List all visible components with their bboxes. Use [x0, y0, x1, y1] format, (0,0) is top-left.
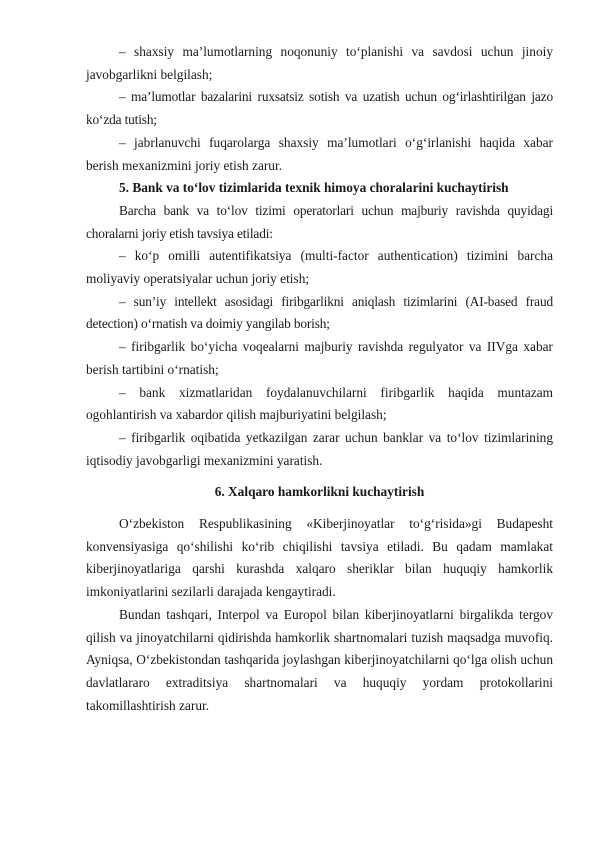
section-5-item-ai-fraud: – sun’iy intellekt asosidagi firibgarlikni aniqlash tizimlarini (AI-based fraud detection) o‘rnatish va doimiy yangilab borish;	[86, 293, 553, 332]
section-6-paragraph-budapest: O‘zbekiston Respublikasining «Kiberjinoyatlar to‘g‘risida»gi Budapesht konvensiyasiga qo‘shilishi ko‘rib chiqilishi tavsiya etiladi. Bu qadam mamlakat kiberjinoyatlariga qarshi kurashda xalqaro sheriklar bilan huquqiy hamkorlik imkoniyatlarini sezilarli darajada kengaytiradi.	[86, 516, 553, 600]
document-page	[86, 41, 553, 717]
paragraph-aggravated-penalty: – ma’lumotlar bazalarini ruxsatsiz sotish va uzatish uchun og‘irlashtirilgan jazo ko‘zda tutish;	[86, 89, 553, 128]
section-5-intro: Barcha bank va to‘lov tizimi operatorlari uchun majburiy ravishda quyidagi choralarni joriy etish tavsiya etiladi:	[86, 202, 553, 241]
paragraph-criminal-liability: – shaxsiy ma’lumotlarning noqonuniy to‘planishi va savdosi uchun jinoiy javobgarlikni belgilash;	[86, 44, 553, 82]
section-5-item-reporting: – firibgarlik bo‘yicha voqealarni majburiy ravishda regulyator va IIVga xabar berish tartibini o‘rnatish;	[86, 339, 553, 377]
section-5-item-warning: – bank xizmatlaridan foydalanuvchilarni firibgarlik haqida muntazam ogohlantirish va xabardor qilish majburiyatini belgilash;	[86, 384, 553, 423]
section-6-paragraph-interpol: Bundan tashqari, Interpol va Europol bilan kiberjinoyatlarni birgalikda tergov qilish va jinoyatchilarni qidirishda hamkorlik shartnomalari tuzish maqsadga muvofiq. Ayniqsa, O‘zbekistondan tashqarida joylashgan kiberjinoyatchilarni qo‘lga olish uchun davlatlararo extraditsiya shartnomalari va huquqiy yordam protokollarini takomillashtirish zarur.	[86, 606, 553, 713]
paragraph-victim-notification: – jabrlanuvchi fuqarolarga shaxsiy ma’lumotlari o‘g‘irlanishi haqida xabar berish mexanizmini joriy etish zarur.	[86, 134, 553, 173]
section-5-heading: 5. Bank va to‘lov tizimlarida texnik himoya choralarini kuchaytirish	[119, 180, 509, 196]
section-5-item-mfa: – ko‘p omilli autentifikatsiya (multi-factor authentication) tizimini barcha moliyaviy operatsiyalar uchun joriy etish;	[86, 248, 553, 287]
section-5-item-liability: – firibgarlik oqibatida yetkazilgan zarar uchun banklar va to‘lov tizimlarining iqtisodiy javobgarligi mexanizmini yaratish.	[86, 429, 553, 468]
section-6-heading: 6. Xalqaro hamkorlikni kuchaytirish	[214, 484, 425, 500]
